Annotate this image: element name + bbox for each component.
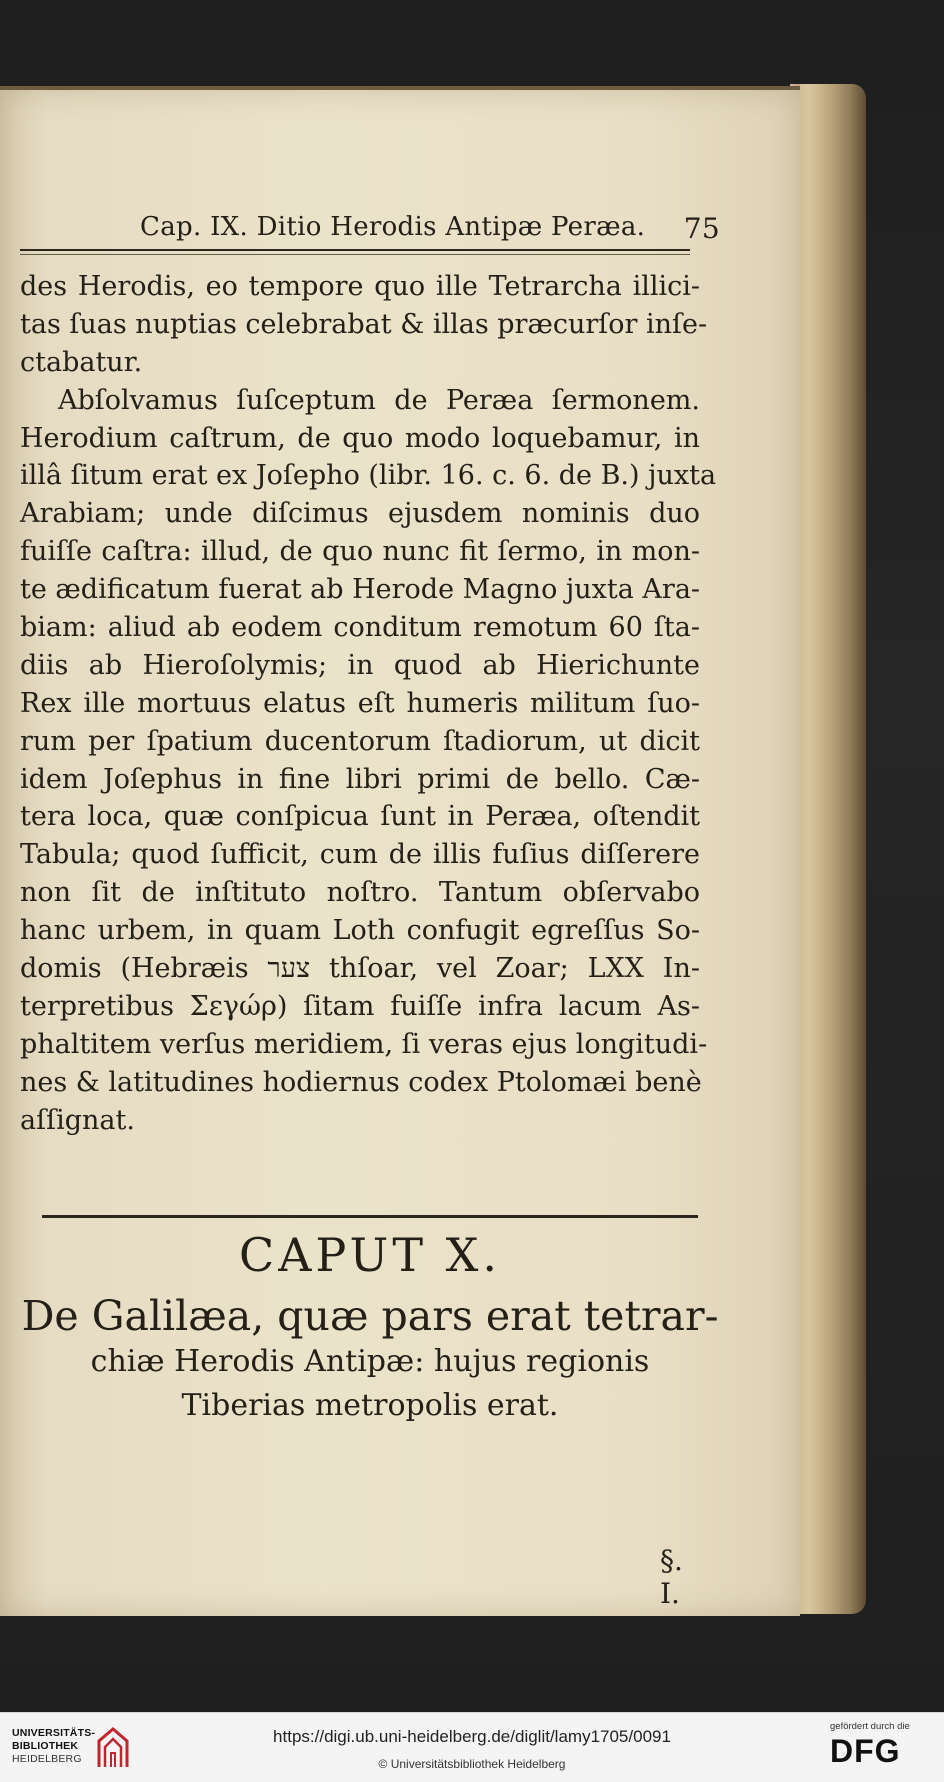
text-line: Arabiam; unde diſcimus ejusdem nominis duo (20, 498, 700, 530)
text-line: idem Joſephus in fine libri primi de bello. Cæ- (20, 763, 700, 795)
text-line: domis (Hebræis צער thſoar, vel Zoar; LXX In- (20, 953, 700, 985)
text-line: rum per ſpatium ducentorum ſtadiorum, ut dicit (20, 725, 700, 757)
text-line: diis ab Hieroſolymis; in quod ab Hierichunte (20, 649, 700, 681)
text-line: tas ſuas nuptias celebrabat & illas præcurſor inſe- (20, 308, 708, 340)
text-line: phaltitem verſus meridiem, ſi veras ejus longitudi- (20, 1028, 708, 1060)
funder-label: gefördert durch die (830, 1721, 910, 1732)
text-line: ctabatur. (20, 346, 143, 378)
text-line: des Herodis, eo tempore quo ille Tetrarcha illici- (20, 271, 700, 302)
text-line: Herodium caſtrum, de quo modo loquebamur, in (20, 422, 700, 454)
chapter-subtitle-line: Tiberias metropolis erat. (181, 1388, 559, 1423)
text-line: Rex ille mortuus elatus eſt humeris militum ſuo- (20, 687, 700, 719)
chapter-subtitle (20, 1292, 720, 1428)
logo-line: HEIDELBERG (12, 1753, 82, 1765)
head-rule (20, 249, 690, 251)
page-number: 75 (683, 212, 720, 245)
text-line: illâ ſitum erat ex Joſepho (libr. 16. c. 6. de B.) juxta (20, 460, 717, 492)
body-text (20, 268, 717, 1139)
permalink-url[interactable]: https://digi.ub.uni-heidelberg.de/diglit/lamy1705/0091 (273, 1727, 671, 1746)
section-separator-rule (42, 1215, 698, 1218)
copyright-text: © Universitätsbibliothek Heidelberg (378, 1757, 566, 1771)
head-rule-secondary (20, 254, 690, 255)
text-line: nes & latitudines hodiernus codex Ptolomæi benè (20, 1066, 702, 1098)
chapter-subtitle-line: De Galilæa, quæ pars erat tetrar- (21, 1292, 719, 1340)
catchword: §. I. (660, 1544, 683, 1610)
funder-logo (830, 1721, 930, 1768)
running-head-title: Cap. IX. Ditio Herodis Antipæ Peræa. (140, 212, 646, 242)
text-line: Abſolvamus ſuſceptum de Peræa ſermonem. (58, 384, 700, 416)
text-line: terpretibus Σεγώρ) ſitam fuiſſe infra lacum As- (20, 990, 700, 1022)
text-line: non ſit de inſtituto noſtro. Tantum obſervabo (20, 877, 700, 909)
chapter-subtitle-line: chiæ Herodis Antipæ: hujus regionis (90, 1344, 650, 1379)
text-line: aſſignat. (20, 1104, 135, 1136)
logo-line: BIBLIOTHEK (12, 1740, 79, 1752)
text-line: tera loca, quæ conſpicua ſunt in Peræa, oſtendit (20, 801, 700, 833)
page-edges (790, 84, 866, 1614)
text-line: hanc urbem, in quam Loth confugit egreſſus So- (20, 915, 700, 947)
text-line: Tabula; quod ſufficit, cum de illis fuſius diſſerere (20, 839, 700, 871)
text-line: fuiſſe caſtra: illud, de quo nunc fit ſermo, in mon- (20, 536, 700, 568)
running-head (140, 212, 720, 245)
chapter-title: CAPUT X. (239, 1228, 501, 1282)
logo-line: UNIVERSITÄTS- (12, 1727, 96, 1739)
text-line: biam: aliud ab eodem conditum remotum 60 ſta- (20, 612, 700, 644)
book-page (0, 86, 800, 1616)
funder-name: DFG (830, 1733, 901, 1769)
text-line: te ædificatum fuerat ab Herode Magno juxta Ara- (20, 574, 701, 606)
footer-bar (0, 1712, 944, 1782)
